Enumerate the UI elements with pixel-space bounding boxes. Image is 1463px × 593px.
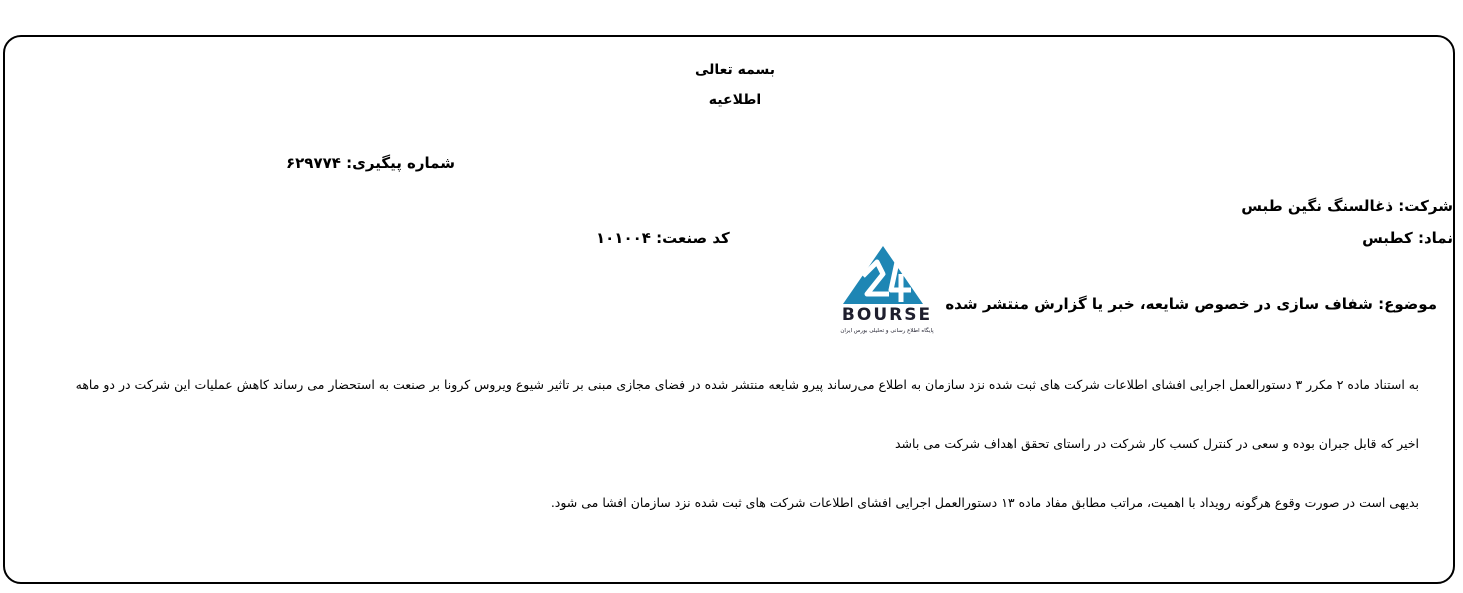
body-paragraph-line: بدیهی است در صورت وقوع هرگونه رویداد با اهمیت، مراتب مطابق مفاد ماده ۱۳ دستورالعمل اجرایی افشای اطلاعات شرکت های ثبت شده نزد سازمان افشا می شود. bbox=[550, 495, 1419, 510]
logo-brand-text: BOURSE bbox=[841, 305, 933, 325]
notice-title: اطلاعیه bbox=[708, 92, 762, 108]
ticker-symbol: نماد: کطبس bbox=[1362, 229, 1453, 247]
company-name: شرکت: ذغالسنگ نگین طبس bbox=[1241, 197, 1453, 215]
body-paragraph-line: به استناد ماده ۲ مکرر ۳ دستورالعمل اجرایی افشای اطلاعات شرکت های ثبت شده نزد سازمان به اطلاع می‌رساند پیرو شایعه منتشر شده در فضای مجازی مبنی بر تاثیر شیوع ویروس کرونا بر صنعت به استحضار می رساند کاهش عملیات این شرکت در دو ماهه bbox=[75, 377, 1419, 392]
industry-code: کد صنعت: ۱۰۱۰۰۴ bbox=[596, 229, 730, 247]
logo-caption-text: پایگاه اطلاع رسانی و تحلیلی بورس ایران bbox=[840, 328, 934, 334]
bourse-logo-graphic bbox=[831, 232, 943, 340]
invocation-heading: بسمه تعالی bbox=[694, 62, 776, 78]
subject-line: موضوع: شفاف سازی در خصوص شایعه، خبر یا گزارش منتشر شده bbox=[945, 295, 1437, 313]
body-paragraph-line: اخیر که قابل جبران بوده و سعی در کنترل کسب کار شرکت در راستای تحقق اهداف شرکت می باشد bbox=[894, 436, 1419, 451]
bourse-logo bbox=[831, 232, 943, 340]
tracking-number: شماره پیگیری: ۶۲۹۷۷۴ bbox=[286, 154, 455, 172]
